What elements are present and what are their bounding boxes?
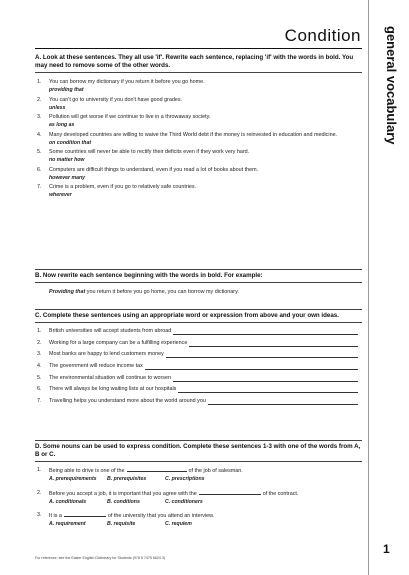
item-number: 1.	[37, 79, 42, 86]
item-number: 2.	[37, 339, 42, 346]
exercise-item	[35, 363, 362, 370]
item-text: Most banks are happy to lend customers money	[49, 351, 164, 358]
title-rule	[35, 48, 362, 49]
section-a-instruction: A. Look at these sentences. They all use 'if'. Rewrite each sentence, replacing 'if' with the words in bold. You may need to remove some of the other words.	[35, 52, 362, 73]
exercise-item	[35, 340, 362, 347]
item-number: 1.	[37, 328, 42, 335]
answer-blank[interactable]	[173, 330, 358, 335]
item-number: 4.	[37, 362, 42, 369]
sentence-start: It is a	[49, 513, 62, 520]
exercise-item	[35, 328, 362, 335]
section-c	[35, 309, 362, 405]
answer-option[interactable]: A. prerequirements	[49, 476, 97, 483]
bold-cue: providing that	[49, 87, 84, 94]
answer-option[interactable]: B. conditions	[107, 498, 140, 505]
answer-blank[interactable]	[145, 365, 358, 370]
item-text: The government will reduce income tax	[49, 362, 143, 369]
bold-cue: however many	[49, 174, 86, 181]
section-d	[35, 440, 362, 529]
item-number: 6.	[37, 386, 42, 393]
item-number: 2.	[37, 489, 42, 496]
answer-blank[interactable]	[64, 512, 106, 517]
answer-option[interactable]: C. conditioners	[165, 498, 203, 505]
section-a	[35, 52, 362, 199]
section-d-items	[35, 467, 362, 529]
section-b	[35, 269, 362, 295]
section-c-items	[35, 328, 362, 405]
exercise-item	[35, 167, 362, 174]
sentence-end: of the job of salesman.	[188, 468, 243, 475]
side-tab	[368, 18, 406, 168]
exercise-item	[35, 351, 362, 358]
answer-blank[interactable]	[189, 342, 358, 347]
item-text: Travelling helps you understand more about the world around you	[49, 397, 206, 404]
item-number: 7.	[37, 397, 42, 404]
example-rest: you return it before you go home, you can borrow my dictionary.	[85, 289, 239, 296]
sentence-start: Being able to drive is one of the	[49, 468, 125, 475]
sentence-start: Before you accept a job, it is important that you agree with the	[49, 490, 197, 497]
section-b-example	[49, 289, 362, 295]
item-text: The environmental situation will continue to worsen	[49, 374, 171, 381]
exercise-item	[35, 386, 362, 393]
item-text	[49, 512, 362, 520]
item-number: 5.	[37, 149, 42, 156]
section-c-instruction: C. Complete these sentences using an appropriate word or expression from above and your own ideas.	[35, 309, 362, 323]
item-number: 3.	[37, 351, 42, 358]
exercise-item	[35, 132, 362, 139]
exercise-item	[35, 184, 362, 191]
example-bold: Providing that	[49, 289, 86, 296]
item-text: Pollution will get worse if we continue to live in a throwaway society.	[49, 114, 211, 121]
item-text: There will always be long waiting lists at our hospitals	[49, 386, 177, 393]
answer-option[interactable]: B. prerequisites	[107, 476, 147, 483]
item-number: 2.	[37, 96, 42, 103]
answer-blank[interactable]	[178, 388, 358, 393]
exercise-item	[35, 467, 362, 475]
exercise-item	[35, 512, 362, 520]
exercise-item	[35, 490, 362, 498]
item-text: Many developed countries are willing to waive the Third World debt if the money is reinvested in education and medicine.	[49, 131, 338, 138]
item-text: You can borrow my dictionary if you return it before you go home.	[49, 79, 205, 86]
answer-option[interactable]: A. requirement	[49, 521, 86, 528]
page-title: Condition	[284, 26, 361, 45]
answer-options	[49, 521, 362, 529]
answer-option[interactable]: C. prescriptions	[165, 476, 205, 483]
section-b-instruction: B. Now rewrite each sentence beginning with the words in bold. For example:	[35, 269, 362, 283]
exercise-item	[35, 79, 362, 86]
item-text: British universities will accept students from abroad	[49, 328, 172, 335]
bold-cue: on condition that	[49, 139, 92, 146]
item-text	[49, 467, 362, 475]
item-number: 6.	[37, 166, 42, 173]
bold-cue: no matter how	[49, 157, 85, 164]
item-number: 1.	[37, 467, 42, 474]
item-number: 3.	[37, 114, 42, 121]
section-d-instruction: D. Some nouns can be used to express condition. Complete these sentences 1-3 with one of the words from A, B or C.	[35, 440, 362, 462]
sentence-end: of the contract.	[262, 490, 299, 497]
answer-option[interactable]: A. conditionals	[49, 498, 87, 505]
item-number: 7.	[37, 184, 42, 191]
item-number: 5.	[37, 374, 42, 381]
footer-reference: For reference, see the Easier English Dictionary for Students (978 0 7475 6624 3)	[35, 556, 166, 560]
bold-cue: wherever	[49, 192, 72, 199]
exercise-item	[35, 149, 362, 156]
item-number: 3.	[37, 512, 42, 519]
bold-cue: unless	[49, 104, 66, 111]
bold-cue: as long as	[49, 122, 75, 129]
side-tab-label: general vocabulary	[384, 26, 399, 145]
answer-options	[49, 499, 362, 507]
exercise-item	[35, 114, 362, 121]
sentence-end: of the university that you attend an interview.	[107, 513, 215, 520]
answer-options	[49, 476, 362, 484]
answer-blank[interactable]	[166, 353, 358, 358]
item-text	[49, 490, 362, 498]
answer-blank[interactable]	[208, 400, 358, 405]
answer-blank[interactable]	[199, 490, 261, 495]
item-text: Working for a large company can be a fulfilling experience	[49, 339, 188, 346]
exercise-item	[35, 398, 362, 405]
answer-option[interactable]: C. requiem	[165, 521, 192, 528]
item-text: Some countries will never be able to rectify their deficits even if they work very hard.	[49, 149, 250, 156]
exercise-item	[35, 375, 362, 382]
item-text: You can't go to university if you don't have good grades.	[49, 96, 183, 103]
answer-option[interactable]: B. requisite	[107, 521, 136, 528]
exercise-item	[35, 97, 362, 104]
item-text: Computers are difficult things to understand, even if you read a lot of books about them.	[49, 166, 259, 173]
section-a-items	[35, 79, 362, 199]
item-number: 4.	[37, 131, 42, 138]
answer-blank[interactable]	[173, 377, 358, 382]
answer-blank[interactable]	[127, 467, 187, 472]
item-text: Crime is a problem, even if you go to relatively safe countries.	[49, 184, 197, 191]
page-number: 1	[383, 542, 390, 556]
